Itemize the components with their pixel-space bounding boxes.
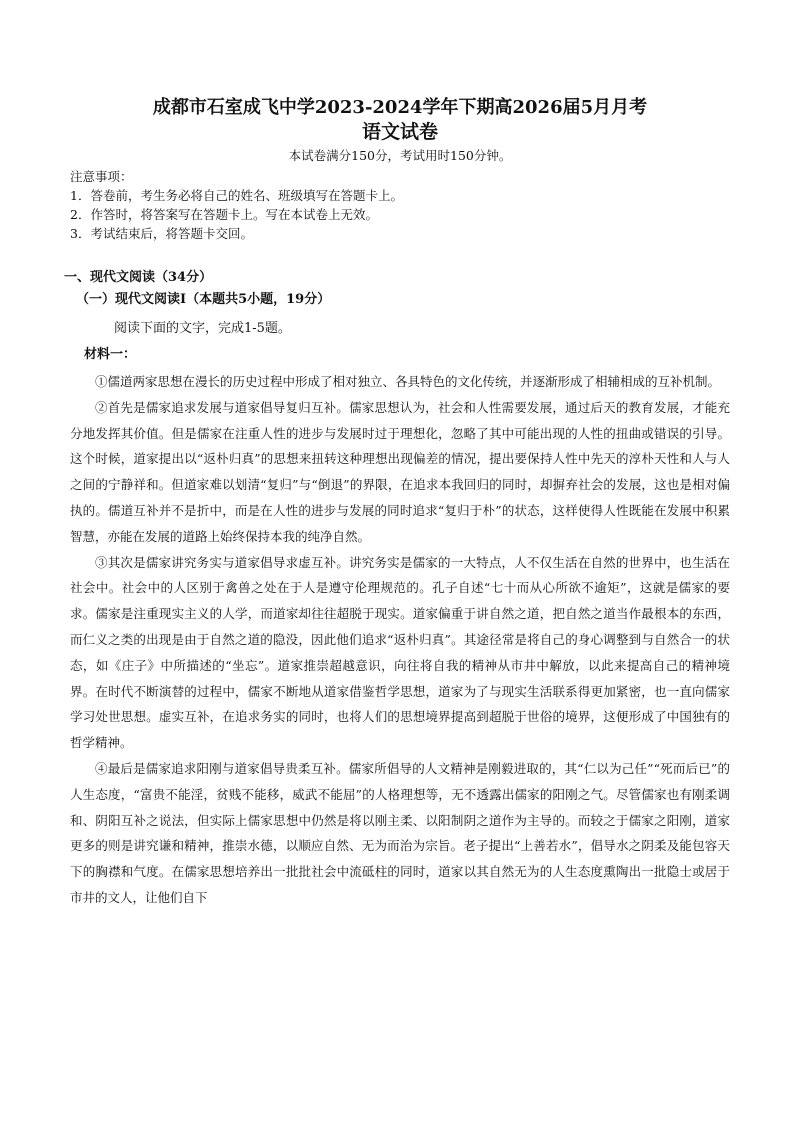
passage-paragraph: ①儒道两家思想在漫长的历史过程中形成了相对独立、各具特色的文化传统，并逐渐形成了相辅相成的互补机制。: [95, 374, 721, 389]
notice-item: 3．考试结束后，将答题卡交回。: [70, 226, 253, 241]
notice-block: [70, 167, 730, 243]
reading-instruction: 阅读下面的文字，完成1-5题。: [114, 321, 291, 336]
subsection-title: （一）现代文阅读Ⅰ（本题共5小题，19分）: [76, 292, 331, 307]
notice-item: 1．答卷前，考生务必将自己的姓名、班级填写在答题卡上。: [70, 188, 403, 203]
material-label: 材料一：: [84, 347, 137, 362]
exam-title: 成都市石室成飞中学2023-2024学年下期高2026届5月月考: [152, 97, 648, 118]
passage-paragraph: ②首先是儒家追求发展与道家倡导复归互补。儒家思想认为，社会和人性需要发展，通过后天的教育发展，才能充分地发挥其价值。但是儒家在注重人性的进步与发展时过于理想化，忽略了其中可能出现的人性的扭曲或错误的引导。这个时候，道家提出以“返朴归真”的思想来扭转这种理想出现偏差的情况，提出要保持人性中先天的淳朴天性和人与人之间的宁静祥和。但道家难以划清“复归”与“倒退”的界限，在追求本我回归的同时，却摒弃社会的发展，这也是相对偏执的。儒道互补并不是折中，而是在人性的进步与发展的同时追求“复归于朴”的状态，这样使得人性既能在发展中积累智慧，亦能在发展的道路上始终保持本我的纯净自然。: [70, 399, 730, 544]
reading-section: [64, 268, 730, 911]
exam-info: 本试卷满分150分，考试用时150分钟。: [288, 148, 512, 163]
exam-subtitle: 语文试卷: [361, 121, 438, 143]
passage-paragraph: ④最后是儒家追求阳刚与道家倡导贵柔互补。儒家所倡导的人文精神是刚毅进取的，其“仁以为己任”“死而后已”的人生态度，“富贵不能淫，贫贱不能移，威武不能屈”的人格理想等，无不透露出儒家的阳刚之气。尽管儒家也有刚柔调和、阴阳互补之说法，但实际上儒家思想中仍然是将以刚主柔、以阳制阴之道作为主导的。而较之于儒家之阳刚，道家更多的则是讲究谦和精神，推崇水德，以顺应自然、无为而治为宗旨。老子提出“上善若水”，倡导水之阴柔及能包容天下的胸襟和气度。在儒家思想培养出一批批社会中流砥柱的同时，道家以其自然无为的人生态度熏陶出一批隐士或居于市井的文人，让他们自下: [70, 760, 730, 905]
exam-page: [64, 96, 730, 911]
notice-heading: 注意事项：: [70, 169, 133, 184]
passage-paragraph: ③其次是儒家讲究务实与道家倡导求虚互补。讲究务实是儒家的一大特点，人不仅生活在自然的世界中，也生活在社会中。社会中的人区别于禽兽之处在于人是遵守伦理规范的。孔子自述“七十而从心所欲不逾矩”，这就是儒家的要求。儒家是注重现实主义的人学，而道家却往往超脱于现实。道家偏重于讲自然之道，把自然之道当作最根本的东西，而仁义之类的出现是由于自然之道的隐没，因此他们追求“返朴归真”。其途径常是将自己的身心调整到与自然合一的状态，如《庄子》中所描述的“坐忘”。道家推崇超越意识，向往将自我的精神从市井中解放，以此来提高自己的精神境界。在时代不断演替的过程中，儒家不断地从道家借鉴哲学思想，道家为了与现实生活联系得更加紧密，也一直向儒家学习处世思想。虚实互补，在追求务实的同时，也将人们的思想境界提高到超脱于世俗的境界，这便形成了中国独有的哲学精神。: [70, 554, 730, 751]
section-title: 一、现代文阅读（34分）: [64, 270, 213, 285]
notice-item: 2．作答时，将答案写在答题卡上。写在本试卷上无效。: [70, 207, 378, 222]
